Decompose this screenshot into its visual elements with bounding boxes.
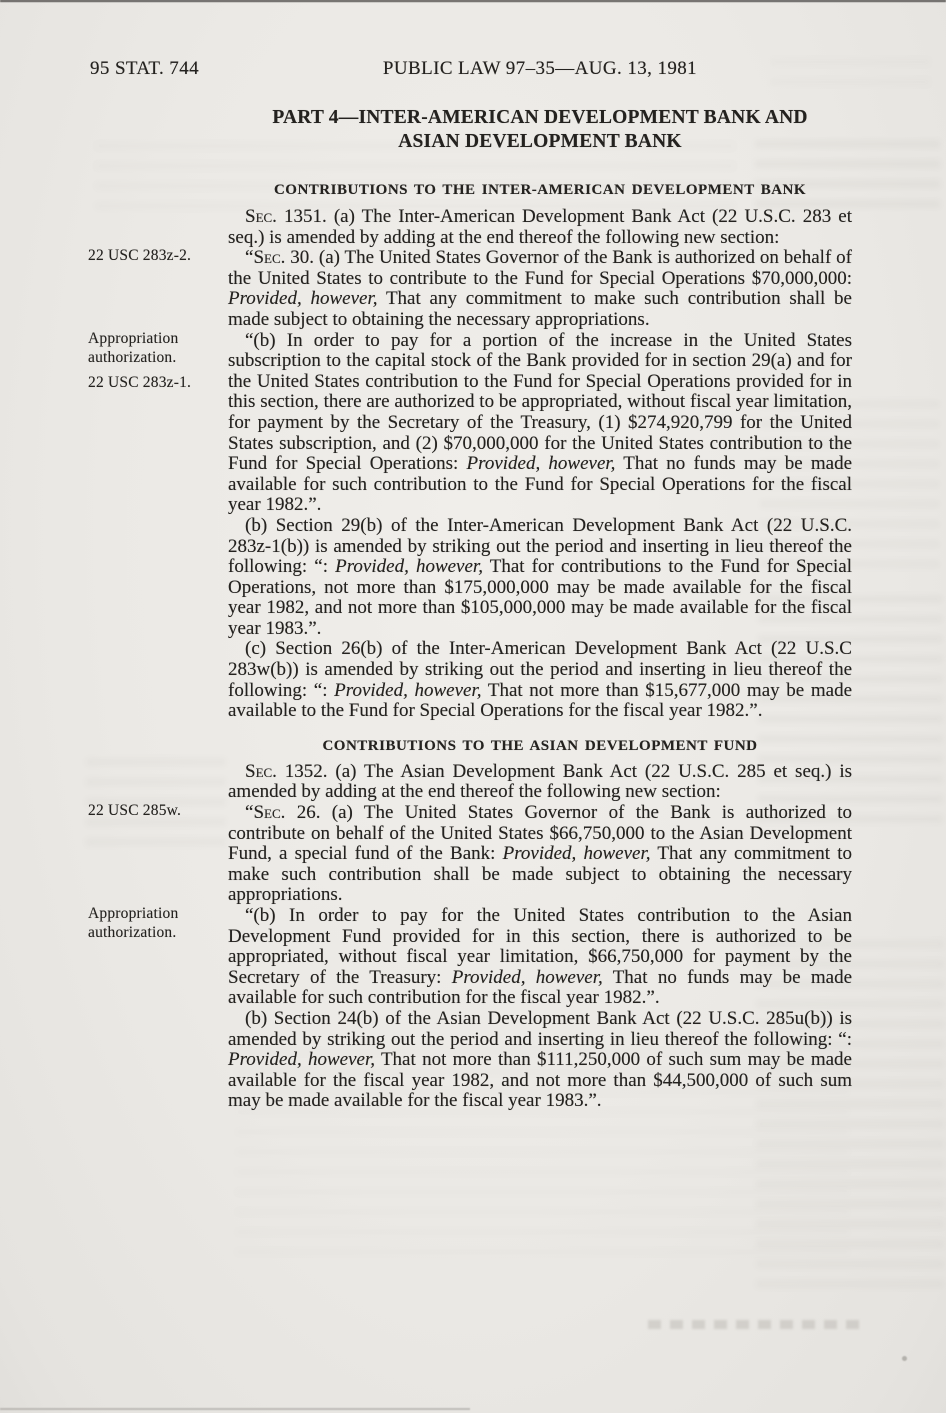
margin-note-usc-285w: 22 USC 285w. xyxy=(88,802,182,820)
margin-note-usc-283z2: 22 USC 283z-2. xyxy=(88,247,192,265)
margin-note-appropriation-authorization-2: Appropriation authorization. xyxy=(88,905,179,941)
public-law-running-head: PUBLIC LAW 97–35—AUG. 13, 1981 xyxy=(382,58,698,79)
statutes-page-number: 95 STAT. 744 xyxy=(90,58,200,79)
paragraph-sec-30b: Appropriation authorization. 22 USC 283z-1. “(b) In order to pay for a portion of the increase in the United States subscription to the capital stock of the Bank provided for in section 29(a) and for the United States contribution to the Fund for Special Operations provided for in this section, there are authorized to be appropriated, without fiscal year limitation, for payment by the Secretary of the Treasury, (1) $274,920,799 for the United States subscription, and (2) $70,000,000 for the United States contribution to the Fund for Special Operations: Provided, however, That no funds may be made available for such contribution to the Fund for Special Operations for the fiscal year 1982.”. xyxy=(88,329,852,516)
paragraph-sec-1351c: (c) Section 26(b) of the Inter-American Development Bank Act (22 U.S.C 283w(b)) is amended by striking out the period and inserting in lieu thereof the following: “: Provided, however, That not more than $15,677,000 may be made available to the Fund for Special Operations for the fiscal year 1982.”. xyxy=(228,638,852,722)
paragraph-sec-26b: Appropriation authorization. “(b) In order to pay for the United States contribution to the Asian Development Fund provided for in this section, there is authorized to be appropriated, without fiscal year limitation, $66,750,000 for payment by the Secretary of the Treasury: Provided, however, That no funds may be made available for such contribution for the fiscal year 1982.”. xyxy=(88,905,853,1009)
scan-speck xyxy=(902,1356,907,1361)
paragraph-sec-1352b: (b) Section 24(b) of the Asian Development Bank Act (22 U.S.C. 285u(b)) is amended by striking out the period and inserting in lieu thereof the following: “: Provided, however, That not more than $111,250,000 of such sum may be made available for the fiscal year 1982, and not more than $44,500,000 of such sum may be made available for the fiscal year 1983.”. xyxy=(228,1007,852,1112)
paragraph-sec-1351a: Sec. 1351. (a) The Inter-American Development Bank Act (22 U.S.C. 283 et seq.) is amended by adding at the end thereof the following new section: xyxy=(228,206,852,248)
margin-note-usc-283z1: 22 USC 283z-1. xyxy=(88,373,192,391)
scan-edge-artifact xyxy=(0,1408,470,1410)
paragraph-sec-1352a: Sec. 1352. (a) The Asian Development Bank Act (22 U.S.C. 285 et seq.) is amended by adding at the end thereof the following new section: xyxy=(228,760,852,803)
paragraph-sec-26a: 22 USC 285w. “Sec. 26. (a) The United States Governor of the Bank is authorized to contribute on behalf of the United States $66,750,000 to the Asian Development Fund, a special fund of the Bank: Provided, however, That any commitment to make such contribution shall be made subject to obtaining the necessary appropriations. xyxy=(88,802,852,906)
section-heading-iadb: CONTRIBUTIONS TO THE INTER-AMERICAN DEVELOPMENT BANK xyxy=(273,182,807,198)
text-column xyxy=(88,106,853,1112)
paragraph-sec-30a: 22 USC 283z-2. “Sec. 30. (a) The United States Governor of the Bank is authorized on behalf of the United States to contribute to the Fund for Special Operations $70,000,000: Provided, however, That any commitment to make such contribution shall be made subject to obtaining the necessary appropriations. xyxy=(88,247,852,330)
scan-edge-artifact xyxy=(0,0,946,2)
section-heading-adf: CONTRIBUTIONS TO THE ASIAN DEVELOPMENT FUND xyxy=(322,737,758,754)
margin-note-appropriation-authorization-1: Appropriation authorization. xyxy=(88,329,179,366)
part-heading: PART 4—INTER-AMERICAN DEVELOPMENT BANK AND ASIAN DEVELOPMENT BANK xyxy=(272,107,808,152)
paragraph-sec-1351b: (b) Section 29(b) of the Inter-American Development Bank Act (22 U.S.C. 283z-1(b)) is amended by striking out the period and inserting in lieu thereof the following: “: Provided, however, That for contributions to the Fund for Special Operations, not more than $175,000,000 may be made available for the fiscal year 1982, and not more than $105,000,000 may be made available for the fiscal year 1983.”. xyxy=(228,514,852,639)
print-code-smudge xyxy=(648,1320,862,1329)
